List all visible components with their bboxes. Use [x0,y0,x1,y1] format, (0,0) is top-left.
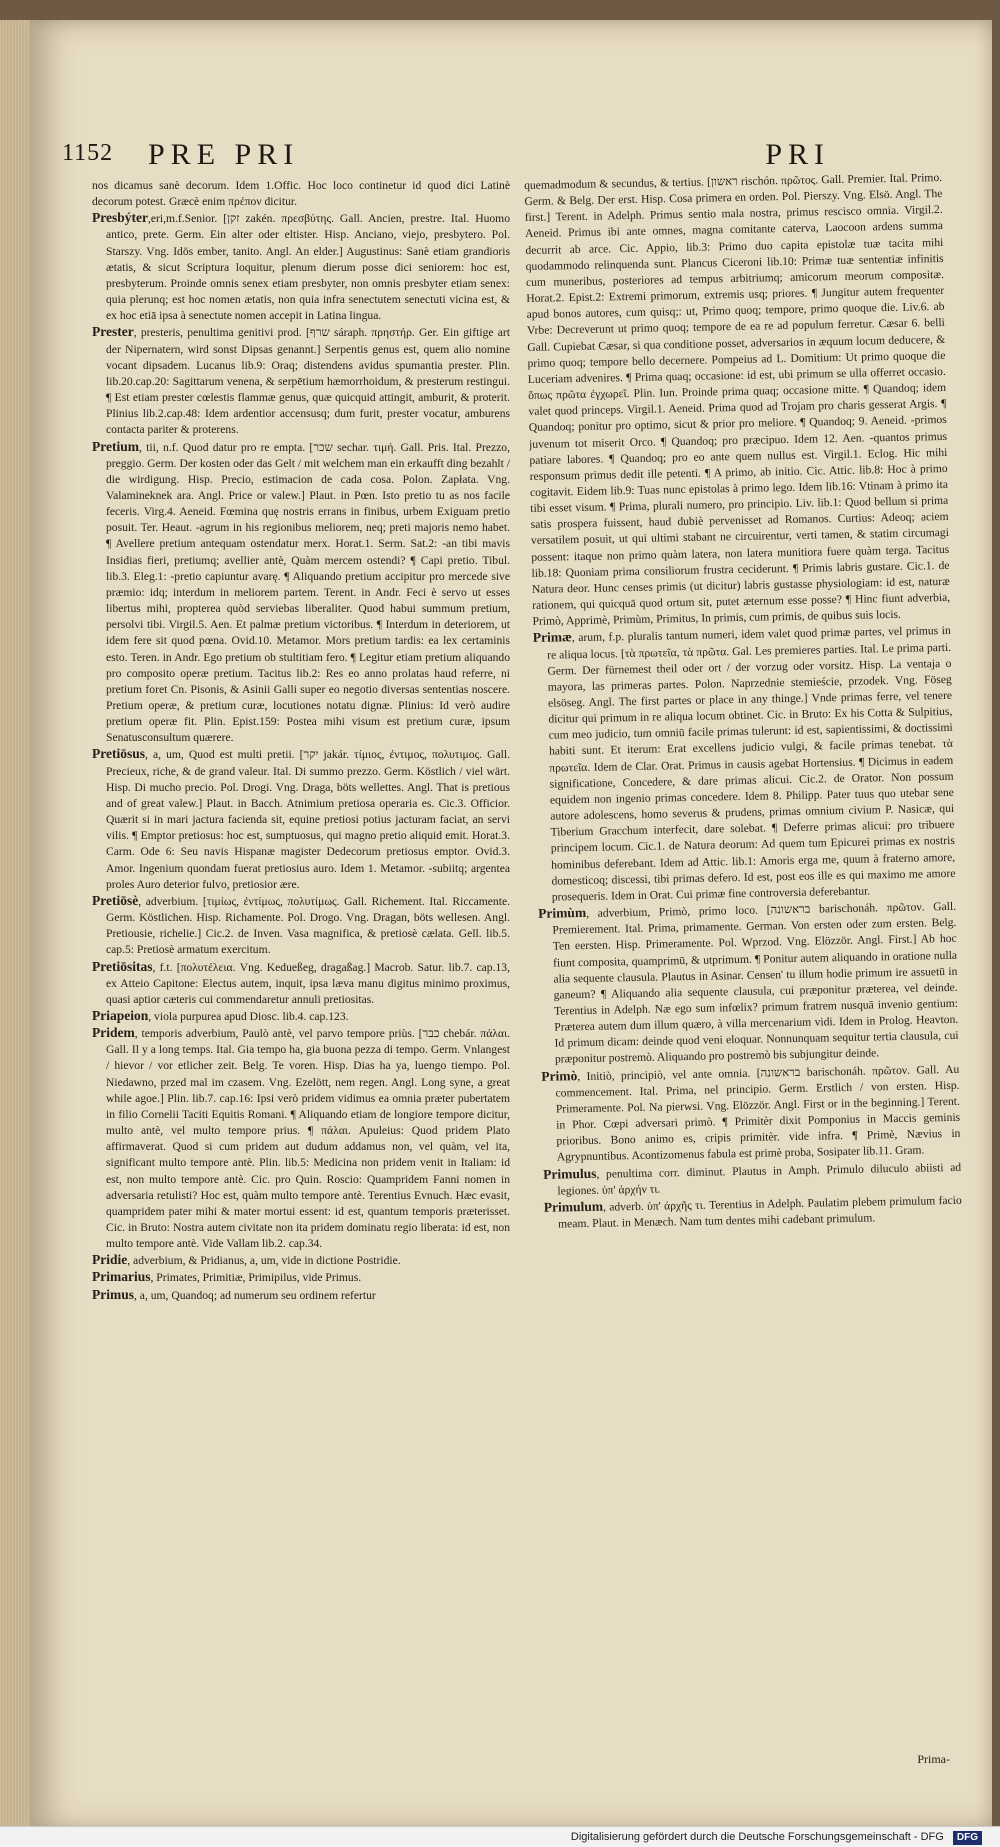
dictionary-entry [92,1252,510,1269]
entry-lemma: Pretiōsus [92,746,145,762]
dictionary-entry [92,438,510,747]
footer-text: Digitalisierung gefördert durch die Deutsche Forschungsgemeinschaft - DFG [570,1831,944,1843]
entry-lemma: Pretiōsitas [92,958,153,974]
running-head-left: PRE PRI [148,138,300,171]
entry-lemma: Primò [541,1067,578,1084]
dictionary-entry [532,622,956,905]
digitization-footer [0,1826,1000,1847]
entry-text: ,eri,m.f.Senior. [זקן zakén. πρεσβύτης. Gall. Ancien, prestre. Ital. Huomo antico, prete. Germ. Ein alter oder eltister. Hisp. Anciano, viejo, presbytero. Pol. Starszy. Vng. Idös ember, tanito. Angl. An elder.] Augustinus: Sanè etiam grandioris ætatis, & sicut Scriptura loquitur, plenum dierum posse dici seniorem: hoc est, presbyterum. Proinde omnis senex etiam presbyter, non omnis presbyter etiam senex: quia plerunq; est hoc nomen ætatis, non quia infra senectutem senectuti vicina est, & ex hoc etiā ipsa à senectute nomen accepit in Latina lingua. [106,212,510,323]
entry-text: , a, um, Quandoq; ad numerum seu ordinem refertur [134,1288,376,1302]
entry-lemma: Primus [92,1286,134,1302]
dictionary-entry [524,170,951,630]
dictionary-entry [537,898,959,1068]
entry-text: , a, um, Quod est multi pretii. [יקר jakár. τίμιος, ἐντιμος, πολυτιμος. Gall. Precieux, riche, & de grand valeur. Ital. Di summo prezzo. Germ. Köstlich / viel wärt. Hisp. Di mucho precio. Pol. Drogi. Vng. Draga, böts wellettes. Angl. That is pretious and of great valew.] Plaut. in Bacch. Atnimium pretiosa operaria es. Cic.3. Officior. Quærit si in mari jactura facienda sit, equine pretiosi potius jacturam faciat, an servi vilis. ¶ Emptor pretiosus: hoc est, sumptuosus, qui magno pretio aliquid emit. Horat.3. Carm. Ode 6: Seu navis Hispanæ magister Dedecorum pretiosus emptor. Ovid.3. Amor. Ingenium quondam fuerat pretiosius auro. Idem 1. Metamor. -subiitq; argentea proles Auro deterior fulvo, pretiosior ære. [106,748,510,891]
entry-lemma: Priapeion [92,1007,149,1023]
dictionary-entry [92,178,510,210]
catchword: Prima- [917,1752,950,1766]
dictionary-entry [92,1007,510,1025]
entry-lemma: Primulum [543,1198,604,1215]
dictionary-entry [92,1269,510,1286]
dictionary-entry [92,892,510,959]
entry-text: , f.t. [πολυτέλεια. Vng. Kedueßeg, dragaßag.] Macrob. Satur. lib.7. cap.13, ex Atteio Capitone: Electus autem, inquit, ipsa læva manu digitus minimo proximus, quasi aptior cæteris cui commendaretur annuli pretiositas. [106,960,510,1006]
dictionary-entry [92,746,510,892]
entry-lemma: Pridie [92,1252,128,1268]
running-head [62,140,940,174]
dictionary-entry [543,1192,963,1233]
left-column [92,178,510,1798]
entry-text: , arum, f.p. pluralis tantum numeri, idem valet quod primæ partes, vel primus in re aliqua locus. [τὰ πρωτεῖα, τὰ πρῶτα. Gal. Les premieres parties. Ital. Le prima parti. Germ. Der fürnemest theil oder ort / der vorzug oder vorsitz. Hisp. La ventaja o mayora, las primeras partes. Polon. Naprzednie stemieście, przodek. Vng. Föseg elsöseg. Angl. The first partes or place in any thinge.] Vnde primas ferre, vel tenere dicitur qui primum in re aliqua locum obtinet. Cic. in Bruto: Ex his Cotta & Sulpitius, cum meo judicio, tum omniū facile primas tulerunt: id est, sapientissimi, & doctissimi habiti sunt. Et iterum: Erat excellens judicio vulgi, & facile primas tenebat. τὰ πρωτεῖα. Idem de Clar. Orat. Primus in causis agebat Hortensius. ¶ Dicimus in eadem significatione, Concedere, & dare primas alicui. Cic.2. de Orator. Non possum equidem non ingenio primas concedere. Idem 8. Philipp. Pater tuus quo utebar sene autore adolescens, homo severus & prudens, primas omnium civium P. Nasicæ, qui Tiberium Gracchum interfecit, dare solebat. ¶ Deferre primas alicui: pro tribuere principem locum. Cic.1. de Natura deorum: Ad quem tum Epicurei primas ex nostris hominibus deferebant. Idem ad Attic. lib.1: Amoris erga me, quum à fraterno amore, domesticoq; discessi, tibi primas defero. Id est, post eos ille es qui maximo me amore prosequeris. Idem in Orat. Cui primæ fine controversia deferebantur. [547,624,956,904]
entry-lemma: Prester [92,324,134,340]
entry-text: , tii, n.f. Quod datur pro re empta. [שכר sechar. τιμή. Gall. Pris. Ital. Prezzo, preggio. Germ. Der kosten oder das Gelt / mit welchem man ein erkaufft ding bezahlt / die wirdigung. Hisp. Precio, estimacion de cada cosa. Polon. Zapłata. Vng. Valamineknek ara. Angl. Price or valew.] Plaut. in Pœn. Isto pretio tu as nos facile feceris. Virg.4. Aeneid. Fœmina quę nostris errans in finibus, urbem Exiguam pretio posuit. Ter. Heaut. -agrum in his regionibus meliorem, neq; preti majoris nemo habet. ¶ Avellere pretium antequam ostendatur merx. Horat.1. Serm. Sat.2: -an tibi mavis Insidias fieri, pretiumq; avellier antè, Quàm mercem ostendi? ¶ Capi pretio. Tibul. lib.3. Eleg.1: -pretio capiuntur avarę. ¶ Aliquando pretium accipitur pro mercede sive præmio: idq; interdum in meliorem partem. Terent. in Andr. Feci è servo ut esses libertus mihi, propterea quòd serviebas liberaliter. Quod habui summum pretium, persolvi tibi. Virgil.5. Aen. Et palmæ pretium victoribus. ¶ Interdum in deteriorem, ut idem fere sit quod pœna. Ovid.10. Metamor. Mors pretium tardis: ea lex certaminis esto. Teren. in Andr. Ego pretium ob stultitiam fero. ¶ Legitur etiam pretium aliquando pro composito operæ pretium. Tacitus lib.2: Res eo anno prolatas haud referre, ni pretium foret Cn. Pisonis, & Asinii Galli super eo negotio diversas sententias noscere. Pretium operæ, & pretium curæ, locutiones notatu dignæ. Plinius: Id verò audire pretium operæ fit. Plin. Epist.159: Postea mihi visum est pretium curæ, ipsum Senatusconsultum quærere. [106,440,510,745]
entry-lemma: Primæ [532,629,572,646]
dictionary-entry [92,1286,510,1304]
dictionary-entry [92,958,510,1008]
entry-lemma: Pridem [92,1025,135,1041]
entry-text: nos dicamus sanè decorum. Idem 1.Offic. Hoc loco continetur id quod dici Latinè decorum potest. Græcè enim πρέπον dicitur. [92,179,510,209]
dfg-logo-icon: DFG [953,1831,982,1845]
entry-text: , Primates, Primitiæ, Primipilus, vide Primus. [150,1271,362,1285]
dictionary-entry [541,1060,961,1166]
entry-lemma: Presbýter [92,210,148,226]
entry-text: , viola purpurea apud Diosc. lib.4. cap.123. [148,1009,349,1023]
dictionary-entry [92,324,510,438]
page-number: 1152 [62,140,114,166]
entry-text: , adverbium. [τιμίως, ἐντίμως, πολυτίμως. Gall. Richement. Ital. Riccamente. Germ. Köstlichen. Hisp. Richamente. Pol. Drogo. Vng. Dragan, böts wellesen. Angl. Pretiousie, richelie.] Cic.2. de Inven. Vasa magnifica, & pretiosè cælata. Gell. lib.5. cap.5: Pretiosè armatum exercitum. [106,894,510,957]
entry-text: , Initiò, principiò, vel ante omnia. [בראשונה barischonáh. πρῶτον. Gall. Au commencement. Ital. Prima, nel principio. Germ. Erstlich / von ersten. Hisp. Primeramente. Pol. Na pierwsi. Vng. Elözzör. Angl. First or in the beginning.] Terent. in Phor. Cœpi adversari primò. ¶ Primitèr dixit Pomponius in Maccis geminis prioribus. Bono animo es, cripis primitèr. vide infra. ¶ Primè, Nævius in Agrypnuntibus. Acontizomenus fabula est primè proba, Sosipater lib.11. Gram. [555,1062,961,1164]
entry-text: , adverb. ὑπ' ἀρχῆς τι. Terentius in Adelph. Paulatim plebem primulum facio meam. Plaut. in Menæch. Nam tum dentes mihi cadebant primulum. [557,1193,962,1231]
entry-lemma: Pretiōsè [92,892,139,908]
entry-lemma: Primulus [542,1165,597,1182]
entry-lemma: Primùm [537,904,587,921]
dictionary-entry [92,210,510,324]
entry-text: quemadmodum & secundus, & tertius. [ראשון rischón. πρῶτος. Gall. Premier. Ital. Primo. Germ. & Belg. Der erst. Hisp. Cosa primera en orden. Pol. Pierszy. Vng. Elsö. Angl. The first.] Terent. in Adelph. Primus sentio mala nostra, primus rescisco omnia. Virgil.2. Aeneid. Primus ibi ante omnes, magna comitante caterva, Laocoon ardens summa decurrit ab arce. Cic. Appio, lib.3: Primo duo capita epistolæ tuæ tacita mihi quodammodo relinquenda sunt. Plancus Ciceroni lib.10: Primæ tuæ sententiæ infinitis cum muneribus, posteriores ad tempus arbitriumq; amicorum meorum compositæ. Horat.2. Epist.2: Extremi primorum, extremis usq; priores. ¶ Jungitur autem frequenter apud bonos autores, cum quisq;: ut, Primo quoq; tempore, primo quoque die. Liv.6. ab Vrbe: Decreverunt ut primo quoq; tempore de ea re ad populum ferretur. Cæsar 6. belli Gall. Cupiebat Cæsar, si qua conditione posset, adversarios in æquum locum deducere, & primo quoq; tempore bello decernere. Pompeius ad L. Domitium: Ut primo quoque die Luceriam advenires. ¶ Prima quaq; occasione: id est, ubi primum se ulla offerret occasio. ὅπως πρῶτα ἐγχωρεῖ. Plin. Iun. Proinde prima quaq; occasione mitte. ¶ Quandoq; idem valet quod princeps. Virgil.1. Aeneid. Prima quod ad Trojam pro charis gesserat Argis. ¶ Quandoq; ponitur pro optimo, sicut & prior pro meliore. ¶ Quandoq; 9. Aeneid. -primos juvenum tot miserit Orco. ¶ Quandoq; pro præcipuo. Idem 12. Aen. -quantos primus patiare labores. ¶ Quandoq; pro eo ante quem nullus est. Virgil.1. Eclog. Hic mihi responsum primus dedit ille petenti. ¶ A primo, ab initio. Cic. Attic. lib.8: Hoc à primo cogitavit. Eidem lib.9: Tuas nunc epistolas à primo lego. Idem lib.16: Vtinam à primo ita tibi esset visum. ¶ Prima, plurali numero, pro principio. Liv. lib.1: Quod bellum si prima satis prospera fuissent, haud dubiè pervenisset ad Romanos. Curtius: Adeoq; aciem versatilem posuit, ut qui ultimi stabant ne circuirentur, verti tamen, & statim circumagi possent: itaque non primo quàm latera, non latera munitiora fuere quàm terga. Tacitus lib.18: Quoniam prima consiliorum frustra ceciderunt. ¶ Primis labris gustare. Cic.1. de Natura deor. Hunc censes primis (ut dicitur) labris gustasse physiologiam: id est, naturæ rationem, qui quicquā quod ortum sit, putet æternum esse posse? ¶ Hinc fiunt adverbia, Primò, Apprimè, Primùm, Primitus, In primis, cum primis, de quibus suis locis. [524,170,951,629]
entry-lemma: Pretium [92,438,139,454]
running-head-right: PRI [765,138,830,171]
entry-text: , presteris, penultima genitivi prod. [שרף sáraph. πρηστήρ. Ger. Ein giftige art der Nipernatern, wird sonst Dipsas genannt.] Serpentis genus est, quem alio nomine vocant dipsadem. Lucanus lib.9: Oraq; distendens avidus spumantia prester. Plin. lib.20.cap.20: Sagittarum venena, & serpētium hæmorrhoidum, & presterum restingui. ¶ Est etiam prester cœlestis flammæ genus, quæ quicquid attingit, amburit, & proterit. Plinius lib.2.cap.48: Idem ardentior accensusq; dum furit, prester vocatur, amburens contacta pariter & proterens. [106,326,510,437]
entry-text: , penultima corr. diminut. Plautus in Amph. Primulo diluculo abiisti ad legiones. ὑπ' ἀρχήν τι. [557,1160,962,1198]
right-column [524,170,973,1798]
dictionary-entry [92,1025,510,1252]
entry-lemma: Primarius [92,1269,151,1285]
entry-text: , adverbium, Primò, primo loco. [בראשונה barischonáh. πρῶτον. Gall. Premierement. Ital. Prima, primamente. German. Von ersten oder zum ersten. Belg. Ten eersten. Hisp. Primeramente. Pol. Wprzod. Vng. Elözzör. Angl. First.] Ab hoc fiunt composita, quamprimū, & utprimum. ¶ Ponitur autem aliquando in oratione nulla alia sequente clausula. Plautus in Asinar. Censen' tu illum hodie primum ire assuetū in ganeum? ¶ Aliquando alia sequente clausula, cui præponitur præterea, vel deinde. Terentius in Adelph. Næ ego sum infœlix? primum fratrem nusquā invenio gentium: Præterea autem dum illum quæro, à villa mercenarium vidi. Idem in Prolog. Heavton. Id primum dicam: deinde quod veni eloquar. Nonnunquam sequitur tertia clausula, cui præponitur postremò. Aliquando pro postremò bis subjungitur deinde. [552,899,959,1067]
entry-text: , temporis adverbium, Paulò antè, vel parvo tempore priùs. [כבר chebár. πάλαι. Gall. Il y a long temps. Ital. Gia tempo ha, gia buona pezza di tempo. Germ. Vnlangest / hievor / vor etlicher zeit. Belg. Te voren. Hisp. Dias ha ya, luengo tiempo. Pol. Niedawno, przed mal im czasem. Vng. Ezelött, nem regen. Angl. Long syne, a great while agoe.] Plin. lib.7. cap.16: Ipsi verò pridem vidimus ea omnia præter pubertatem in filio Cornelii Taciti Equitis Romani. ¶ Aliquando etiam de longiore tempore dicitur, multo antè, vel multo tempore prius. ¶ πάλαι. Apuleius: Quod pridem Plato affirmaverat. Quod si cum pridem aut dudum addamus non, vel quàm, vel ita, significant multo tempore antè. Plin. lib.5: Medicina non pridem venit in Italiam: id est, non multo tempore antè. Cic. pro Quin. Roscio: Quampridem Fanni nomen in adversaria retulisti? Hoc est, quàm multo tempore antè. Terentius Evnuch. Hæc evasit, quampridem pater mihi & mater mortui essent: id est, quantum temporis præterisset. Cic. in Bruto: Nostra autem civitate non ita pridem dominatu regio liberata: id est, non multo tempore antè. Vide Vallam lib.2. cap.34. [106,1027,510,1251]
entry-text: , adverbium, & Pridianus, a, um, vide in dictione Postridie. [127,1254,401,1268]
